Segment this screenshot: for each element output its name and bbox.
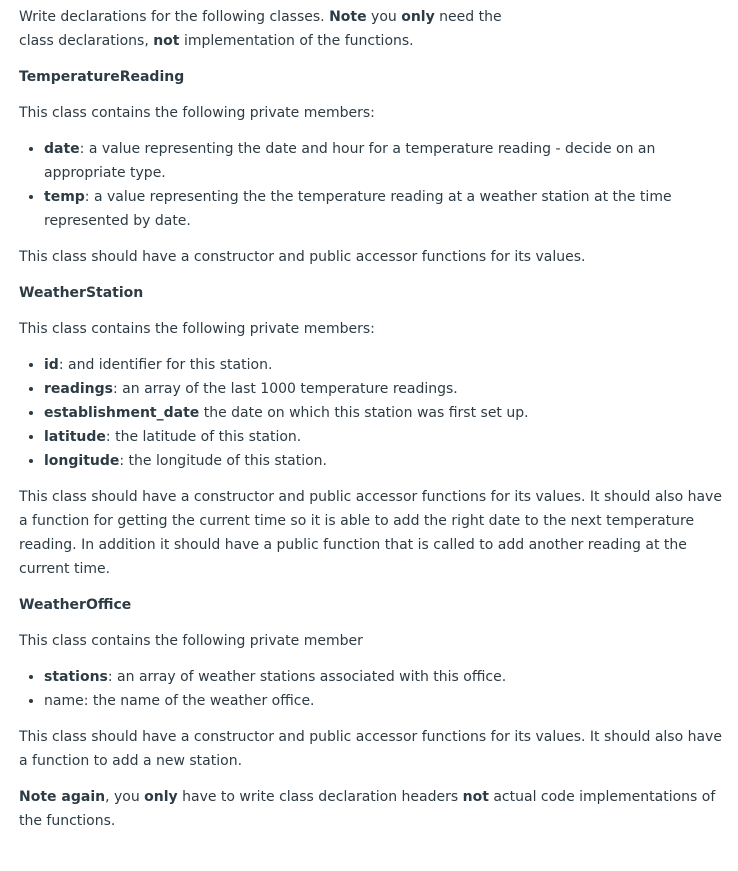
weather-station-member-list bbox=[19, 353, 729, 473]
list-item bbox=[44, 425, 729, 449]
intro-emphasis-only: only bbox=[401, 9, 435, 25]
member-name: readings bbox=[44, 381, 113, 397]
intro-text: need the class declarations, bbox=[19, 9, 502, 49]
temperature-reading-heading: TemperatureReading bbox=[19, 69, 185, 85]
member-name: latitude bbox=[44, 429, 106, 445]
list-item bbox=[44, 401, 729, 425]
final-note-paragraph bbox=[19, 785, 729, 833]
intro-text: implementation of the functions. bbox=[179, 33, 414, 49]
list-item bbox=[44, 689, 729, 713]
member-name: date bbox=[44, 141, 80, 157]
member-name: id bbox=[44, 357, 59, 373]
temperature-reading-members-intro: This class contains the following private members: bbox=[19, 105, 375, 121]
member-name: stations bbox=[44, 669, 108, 685]
final-emphasis-note-again: Note again bbox=[19, 789, 106, 805]
member-name: establishment_date bbox=[44, 405, 200, 421]
final-emphasis-not: not bbox=[462, 789, 489, 805]
final-text: actual code implementations of the functions. bbox=[19, 789, 716, 829]
list-item bbox=[44, 377, 729, 401]
temperature-reading-note: This class should have a constructor and public accessor functions for its values. bbox=[19, 249, 586, 265]
weather-office-members-intro: This class contains the following private member bbox=[19, 633, 363, 649]
weather-station-heading: WeatherStation bbox=[19, 285, 144, 301]
final-text: have to write class declaration headers bbox=[177, 789, 463, 805]
intro-paragraph bbox=[19, 5, 539, 53]
weather-office-note: This class should have a constructor and public accessor functions for its values. It should also have a function to add a new station. bbox=[19, 729, 722, 769]
temperature-reading-member-list bbox=[19, 137, 729, 233]
member-description: : the latitude of this station. bbox=[105, 429, 302, 445]
list-item bbox=[44, 353, 729, 377]
member-name: temp bbox=[44, 189, 85, 205]
member-description: : an array of weather stations associated with this office. bbox=[107, 669, 507, 685]
weather-office-heading: WeatherOffice bbox=[19, 597, 132, 613]
member-description: : the longitude of this station. bbox=[119, 453, 327, 469]
intro-text: Write declarations for the following classes. bbox=[19, 9, 330, 25]
member-description: the date on which this station was first set up. bbox=[199, 405, 529, 421]
weather-station-note: This class should have a constructor and public accessor functions for its values. It should also have a function for getting the current time so it is able to add the right date to the next temperature reading. In addition it should have a public function that is called to add another reading at the current time. bbox=[19, 489, 722, 577]
final-emphasis-only: only bbox=[144, 789, 178, 805]
list-item bbox=[44, 137, 729, 185]
weather-station-members-intro: This class contains the following private members: bbox=[19, 321, 375, 337]
member-description: name: the name of the weather office. bbox=[44, 693, 315, 709]
intro-emphasis-not: not bbox=[153, 33, 180, 49]
intro-text: you bbox=[366, 9, 402, 25]
member-description: : an array of the last 1000 temperature readings. bbox=[113, 381, 458, 397]
final-text: , you bbox=[105, 789, 145, 805]
list-item bbox=[44, 665, 729, 689]
member-description: : and identifier for this station. bbox=[58, 357, 273, 373]
member-description: : a value representing the the temperature reading at a weather station at the time represented by date. bbox=[44, 189, 672, 229]
intro-emphasis-note: Note bbox=[329, 9, 367, 25]
list-item bbox=[44, 185, 729, 233]
member-description: : a value representing the date and hour for a temperature reading - decide on an appropriate type. bbox=[44, 141, 656, 181]
member-name: longitude bbox=[44, 453, 120, 469]
weather-office-member-list bbox=[19, 665, 729, 713]
list-item bbox=[44, 449, 729, 473]
